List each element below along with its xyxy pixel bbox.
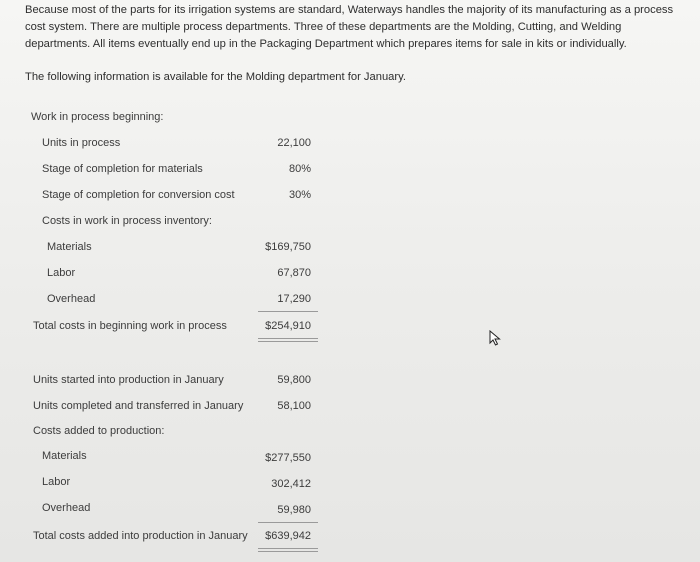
wip-overhead-label: Overhead bbox=[47, 293, 96, 305]
added-overhead-value: 59,980 bbox=[277, 504, 311, 516]
wip-materials-label: Materials bbox=[47, 241, 92, 253]
units-in-process-value: 22,100 bbox=[277, 137, 311, 149]
wip-labor-label: Labor bbox=[47, 267, 76, 279]
units-in-process-label: Units in process bbox=[42, 137, 121, 149]
added-subtotal-rule bbox=[258, 522, 318, 523]
wip-costs-heading: Costs in work in process inventory: bbox=[42, 215, 212, 227]
costs-added-heading: Costs added to production: bbox=[33, 425, 165, 437]
added-materials-label: Materials bbox=[42, 450, 87, 462]
wip-materials-value: $169,750 bbox=[265, 241, 311, 253]
units-completed-value: 58,100 bbox=[277, 400, 311, 412]
info-line: The following information is available for the Molding department for January. bbox=[25, 71, 406, 83]
wip-total-label: Total costs in beginning work in process bbox=[33, 320, 227, 332]
units-started-label: Units started into production in January bbox=[33, 374, 224, 386]
wip-subtotal-rule bbox=[258, 311, 318, 312]
conversion-stage-value: 30% bbox=[288, 189, 311, 201]
wip-heading: Work in process beginning: bbox=[31, 111, 164, 123]
units-started-value: 59,800 bbox=[277, 374, 311, 386]
wip-total-value: $254,910 bbox=[265, 320, 311, 332]
added-total-value: $639,942 bbox=[265, 530, 311, 542]
wip-total-double-rule bbox=[258, 338, 318, 342]
materials-stage-label: Stage of completion for materials bbox=[42, 163, 203, 175]
units-completed-label: Units completed and transferred in January bbox=[33, 400, 244, 412]
added-total-label: Total costs added into production in January bbox=[33, 530, 248, 542]
materials-stage-value: 80% bbox=[288, 163, 311, 175]
added-labor-label: Labor bbox=[42, 476, 71, 488]
problem-description: Because most of the parts for its irrigation systems are standard, Waterways handles the majority of its manufacturing as a process cost system. There are multiple process departments. Three of these departments are the Molding, Cutting, and Welding departments. All items eventually end up in the Packaging Department which prepares items for sale in kits or individually. bbox=[25, 4, 674, 50]
conversion-stage-label: Stage of completion for conversion cost bbox=[42, 189, 235, 201]
added-materials-value: $277,550 bbox=[265, 452, 311, 464]
added-labor-value: 302,412 bbox=[271, 478, 311, 490]
mouse-pointer-icon bbox=[489, 330, 501, 351]
wip-overhead-value: 17,290 bbox=[277, 293, 311, 305]
wip-labor-value: 67,870 bbox=[277, 267, 311, 279]
added-total-double-rule bbox=[258, 548, 318, 552]
added-overhead-label: Overhead bbox=[42, 502, 91, 514]
